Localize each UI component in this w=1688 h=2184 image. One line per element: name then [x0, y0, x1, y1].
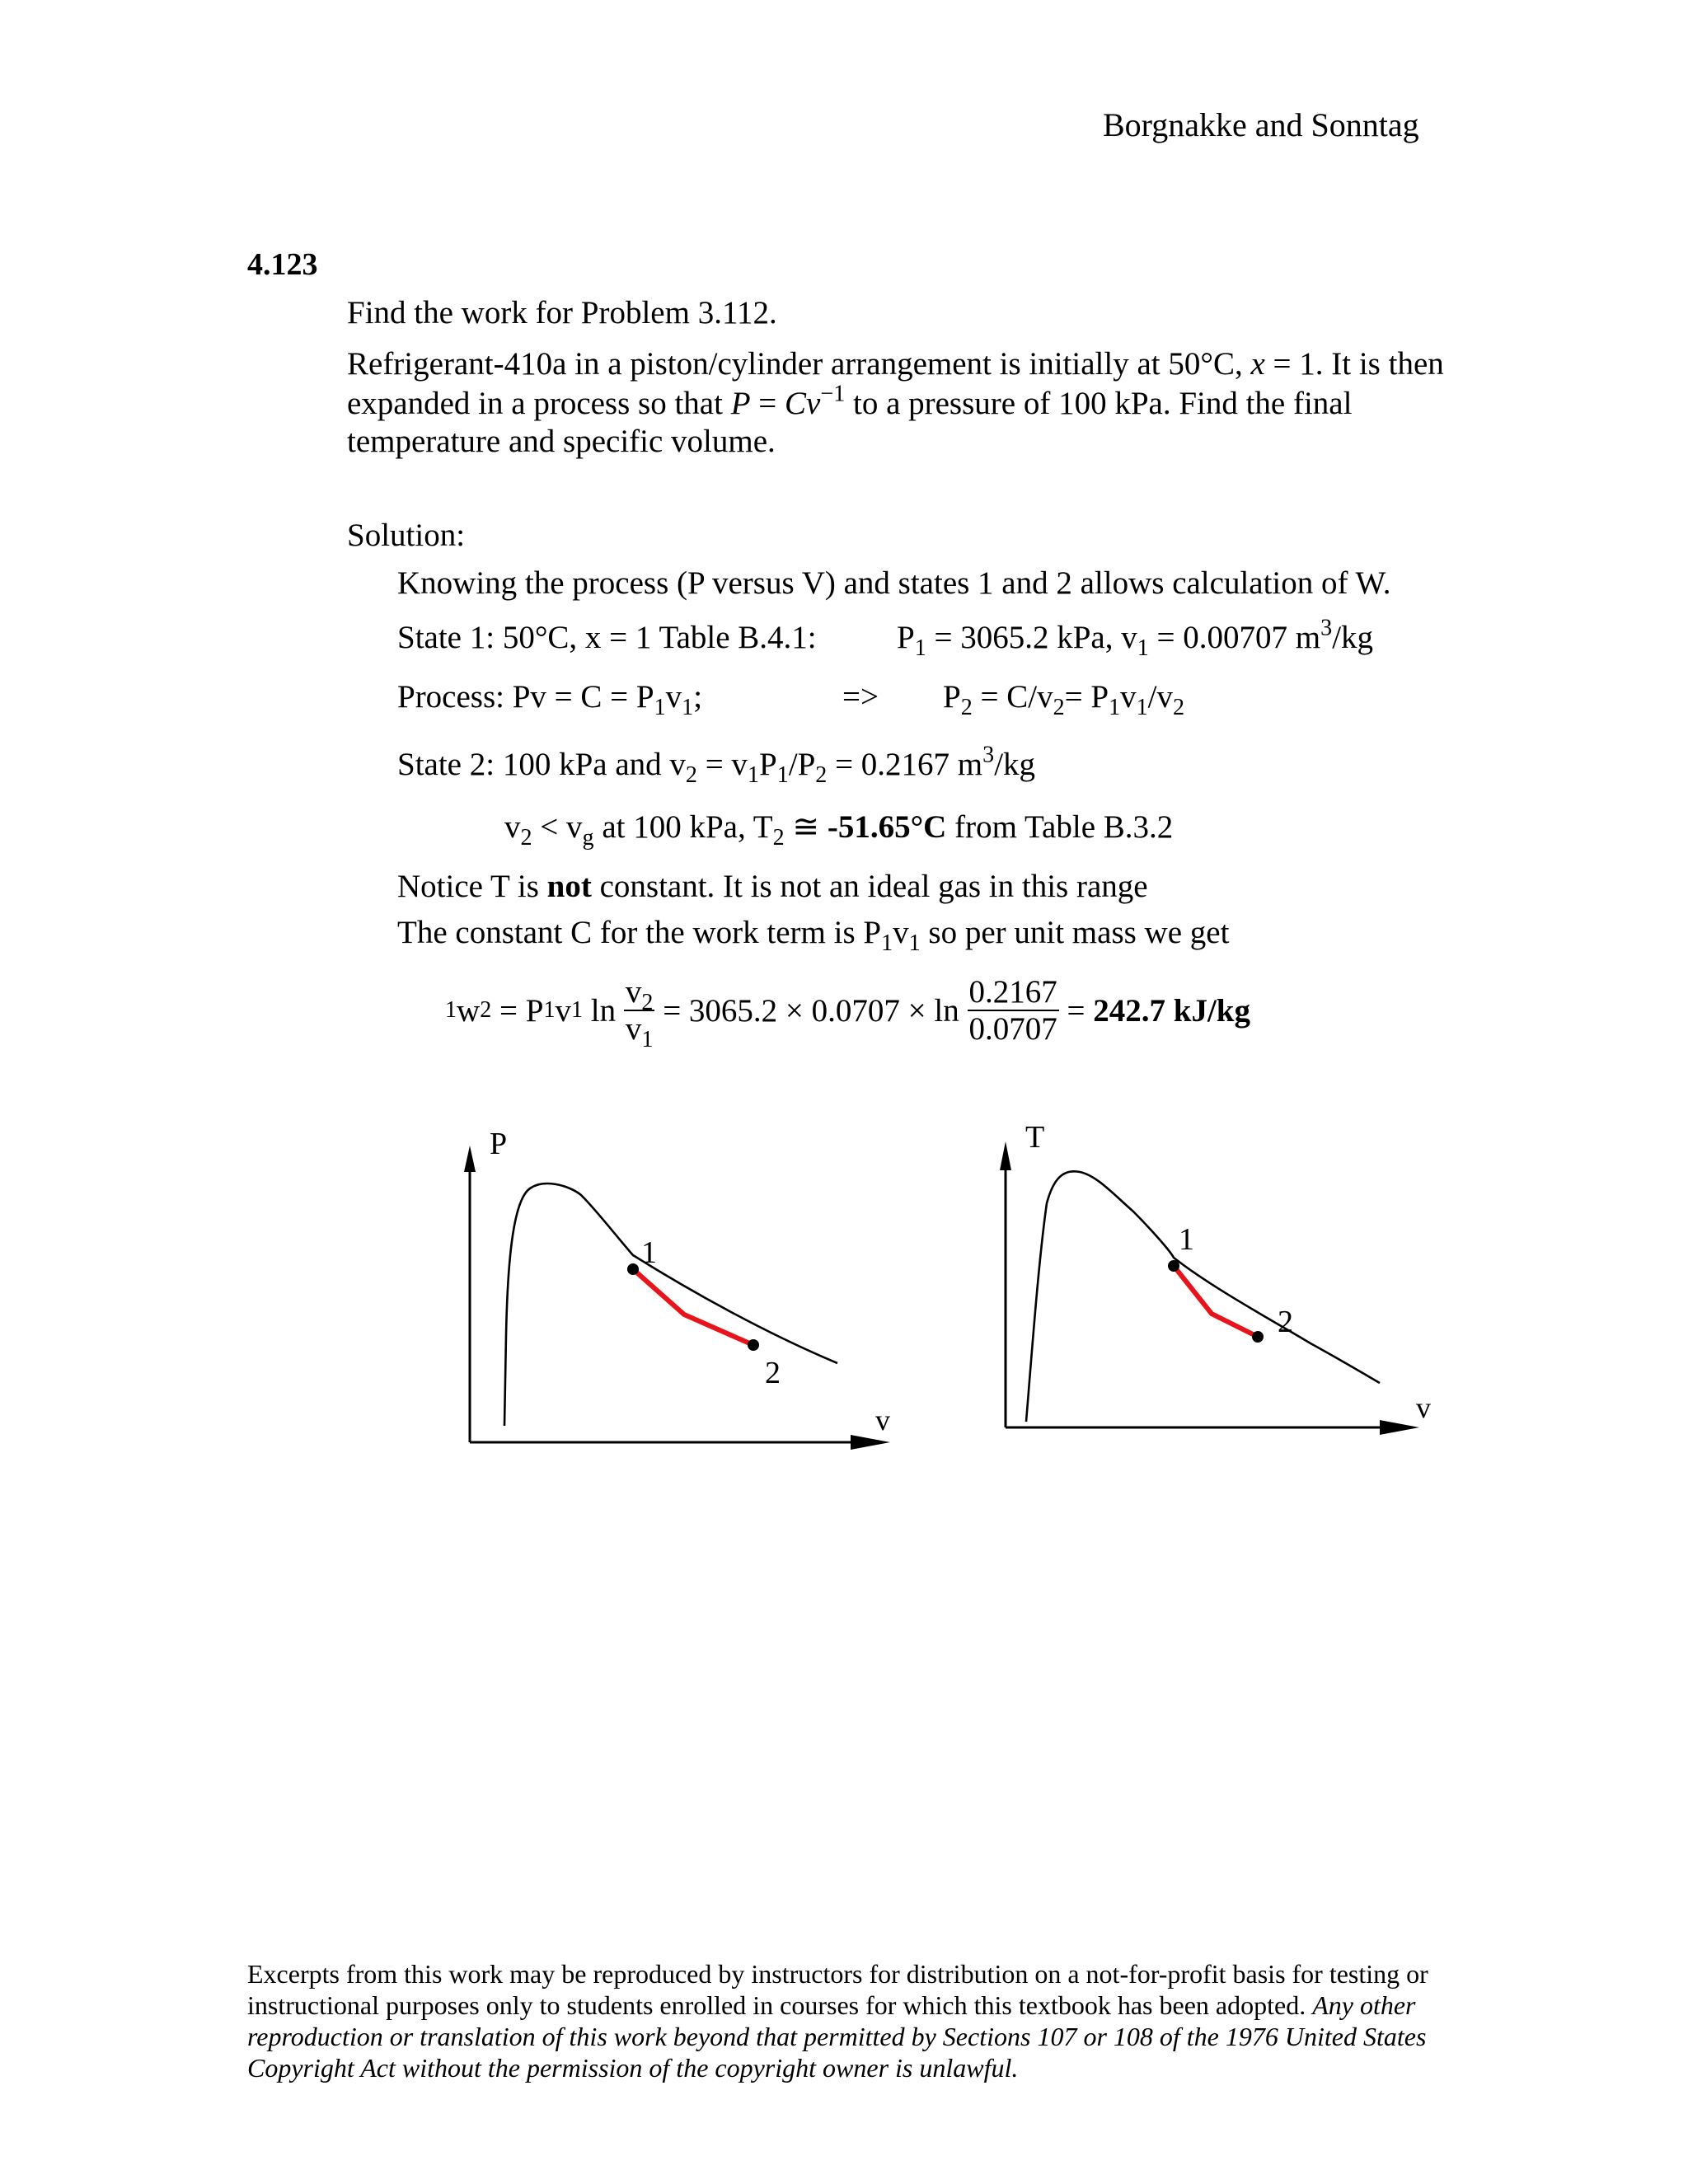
problem-intro-line: Find the work for Problem 3.112.: [347, 295, 777, 330]
tv-x-label: v: [1416, 1391, 1431, 1424]
pv-y-arrow: [464, 1146, 476, 1172]
tv-process-line: [1174, 1266, 1258, 1337]
tv-y-arrow: [1000, 1141, 1011, 1170]
solution-intro: Knowing the process (P versus V) and states 1 and 2 allows calculation of W.: [397, 565, 1391, 601]
pv-state-1-label: 1: [641, 1235, 657, 1270]
tv-state-2-point: [1252, 1331, 1264, 1343]
state-1-label: State 1: 50°C, x = 1 Table B.4.1:: [397, 620, 817, 655]
pv-x-label: v: [875, 1404, 890, 1436]
pv-y-label: P: [490, 1127, 508, 1161]
process-arrow: =>: [842, 679, 879, 715]
problem-statement-line-1: Refrigerant-410a in a piston/cylinder arrangement is initially at 50°C, x = 1. It is then: [347, 346, 1444, 382]
pv-state-2-label: 2: [765, 1356, 781, 1390]
notice-line: Notice T is not constant. It is not an ideal gas in this range: [397, 869, 1148, 904]
pv-process-line: [633, 1269, 753, 1345]
header-authors: Borgnakke and Sonntag: [1103, 106, 1419, 143]
solution-label: Solution:: [347, 518, 466, 553]
tv-state-1-label: 1: [1179, 1222, 1194, 1257]
pv-diagram: [445, 1113, 907, 1459]
tv-y-label: T: [1025, 1120, 1045, 1155]
tv-dome-and-isobar: [1026, 1171, 1380, 1422]
constant-c-line: The constant C for the work term is $P_1v_1$ so per unit mass we get: [397, 915, 1230, 956]
tv-state-2-label: 2: [1278, 1305, 1293, 1339]
tv-state-1-point: [1168, 1260, 1179, 1272]
pv-x-arrow: [851, 1435, 890, 1450]
state-2-line: State 2: 100 kPa and $v_2 = v_1P_1/P_2 = 0.2167$ $m^3/kg$: [397, 742, 1036, 788]
tv-x-arrow: [1380, 1420, 1419, 1435]
pv-state-1-point: [627, 1263, 639, 1275]
problem-statement-line-2: expanded in a process so that $P = Cv^{-1}$ to a pressure of 100 kPa. Find the final: [347, 381, 1353, 421]
problem-number: 4.123: [247, 247, 318, 282]
copyright-footer: Excerpts from this work may be reproduced by instructors for distribution on a not-for-profit basis for testing or instructional purposes only to students enrolled in courses for which this textbook has been adopted. Any other reproduction or translation of this work beyond that permitted by Sections 107 or 108 of the 1976 United States Copyright Act without the permission of the copyright owner is unlawful.: [247, 1959, 1428, 2083]
tv-diagram: [981, 1104, 1442, 1451]
state-1-values: $P_1 = 3065.2$ kPa, $v_1 = 0.00707$ $m^3/kg$: [897, 615, 1374, 661]
work-equation: 1 w 2 = P 1 v 1 ln $\frac{v_2}{v_1}$ = 3065.2 × 0.0707 × ln $\frac{0.2167}{0.0707}$ = 242.7 kJ/kg: [445, 974, 1250, 1052]
process-result: $P_2 = C/v_2= P_1v_1/v_2$: [943, 679, 1185, 720]
vg-comparison-line: $v_2 < v_g$ at 100 kPa, $T_2$ ≅ -51.65°C from Table B.3.2: [504, 809, 1174, 851]
fraction-v2-over-v1: $\frac{v_2}{v_1}$: [625, 974, 654, 1052]
fraction-numeric: $\frac{0.2167}{0.0707}$: [968, 974, 1057, 1047]
work-result: 242.7 kJ/kg: [1093, 992, 1250, 1029]
pv-state-2-point: [748, 1339, 759, 1351]
problem-statement-line-3: temperature and specific volume.: [347, 424, 776, 459]
process-equation: Process: $Pv = C = P_1v_1$;: [397, 679, 703, 720]
